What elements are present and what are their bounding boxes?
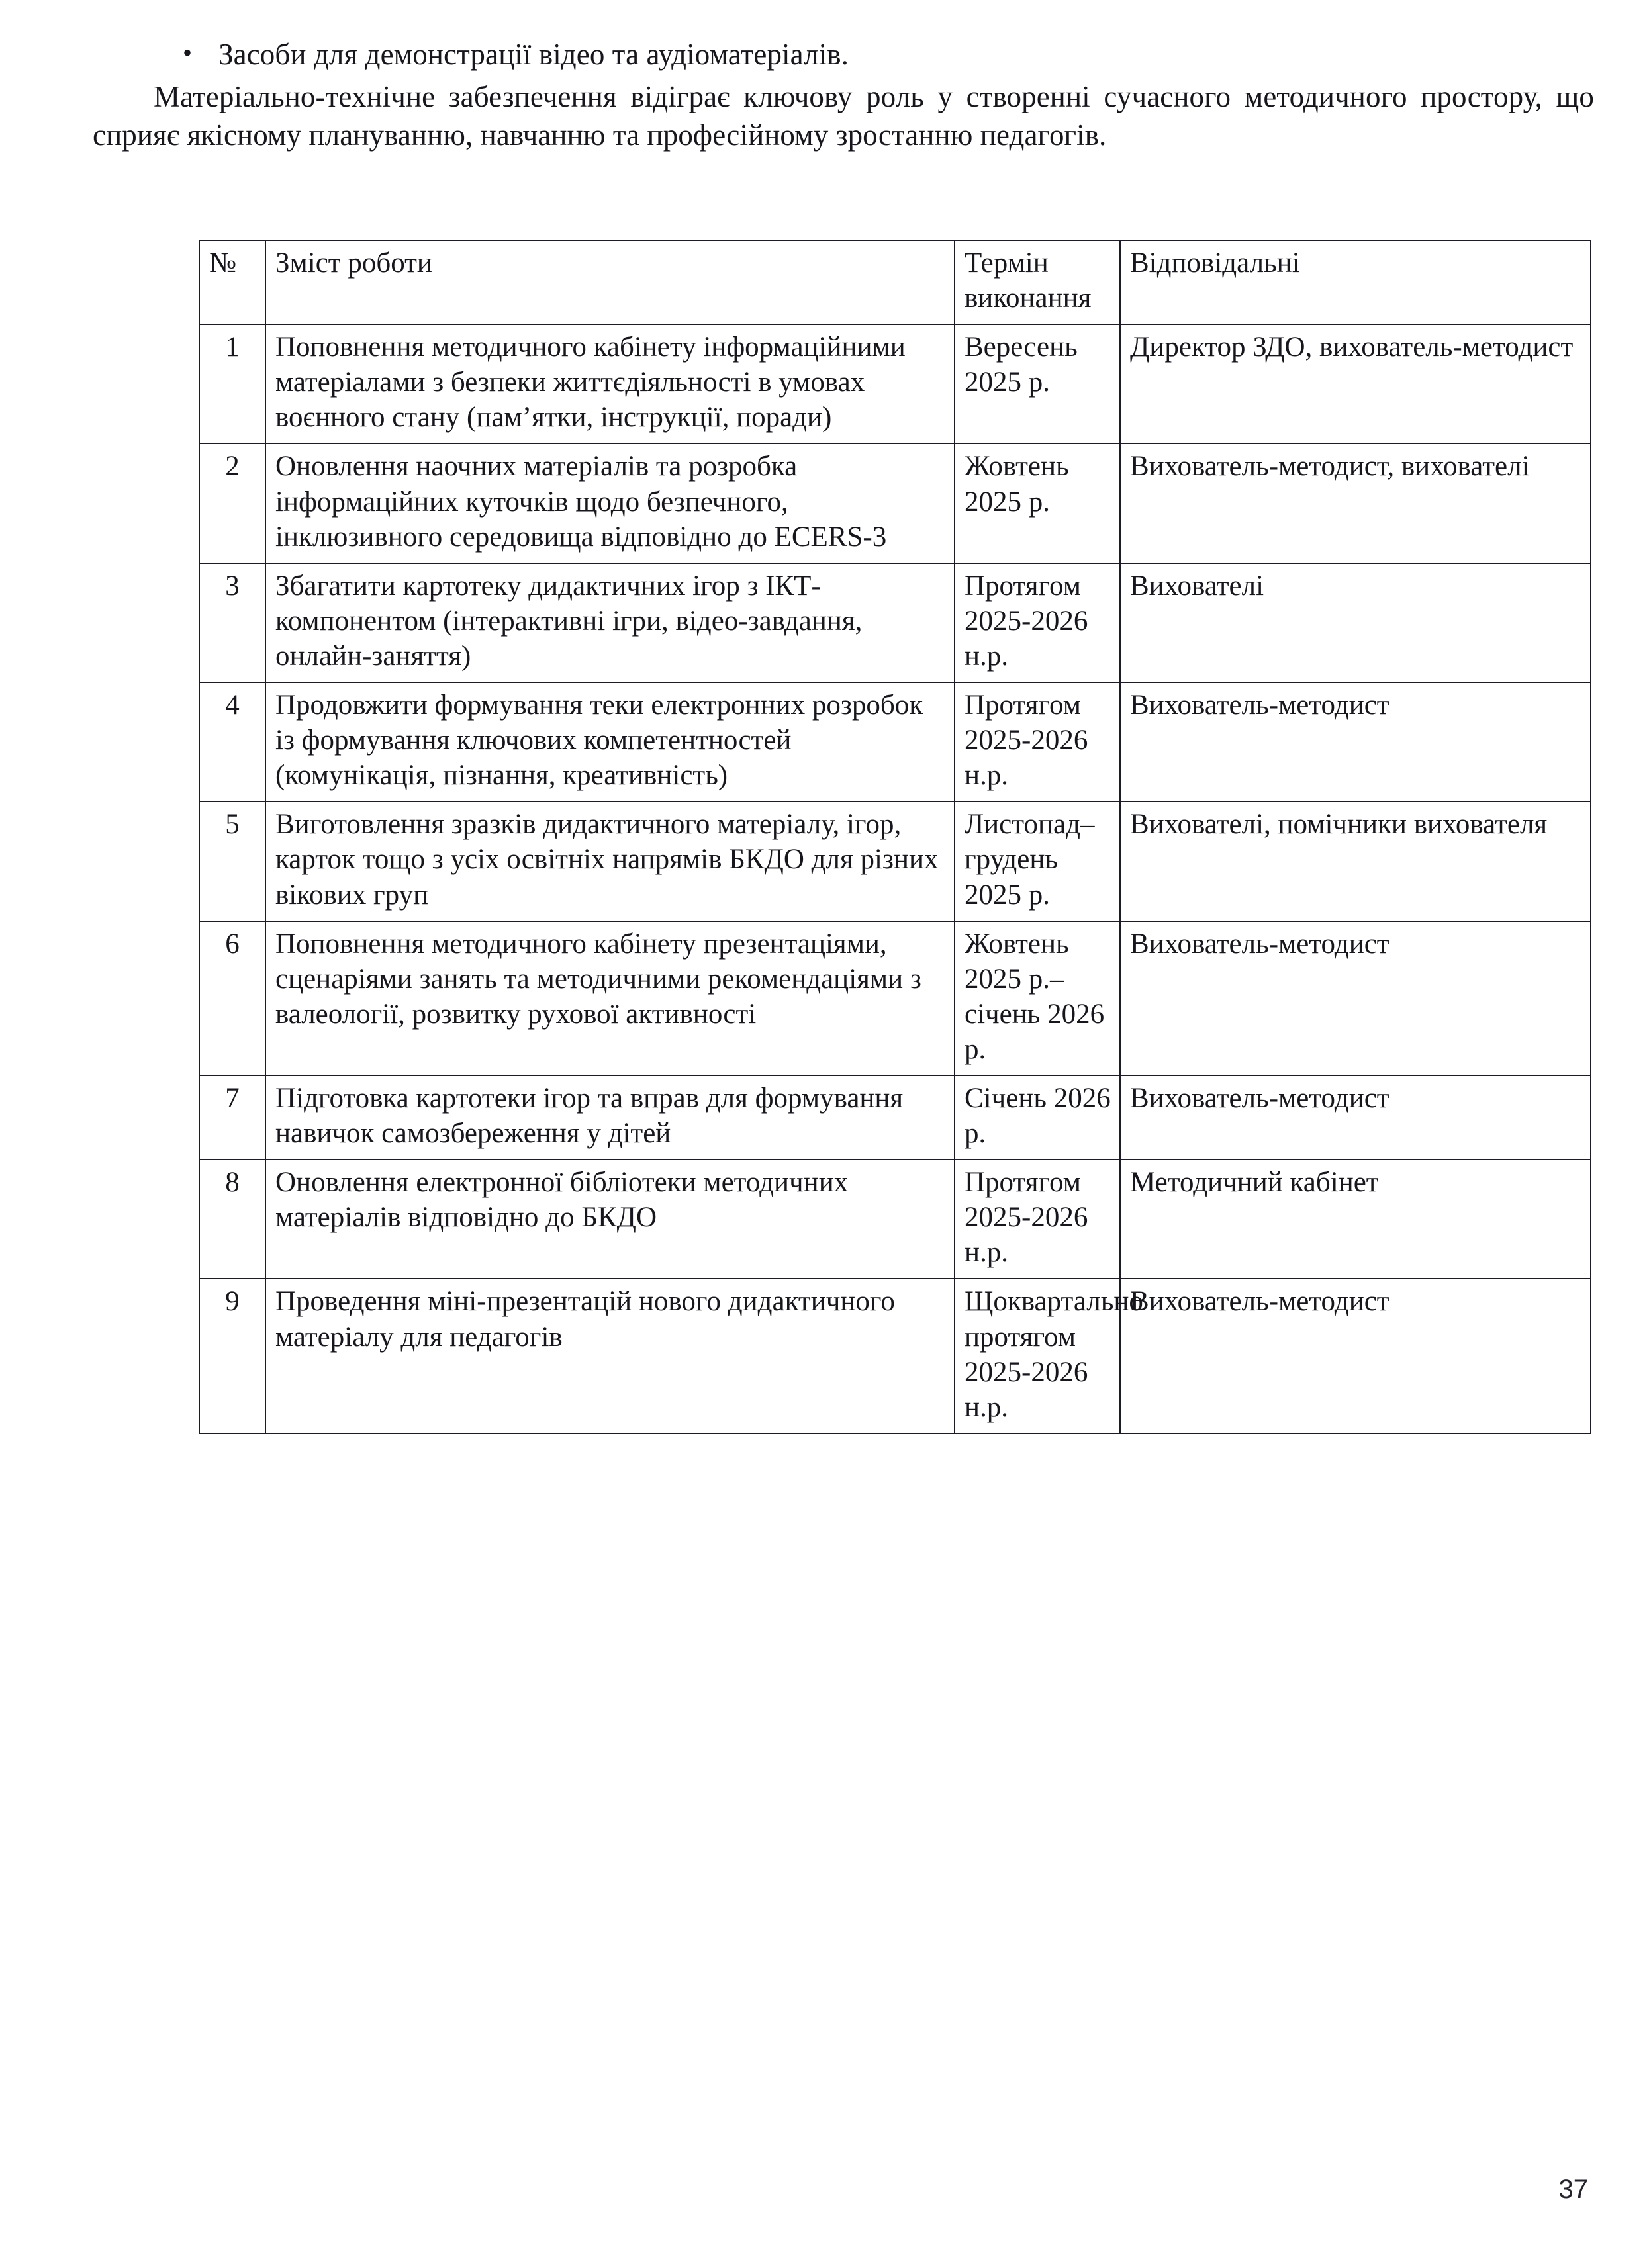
column-header-task: Зміст роботи: [265, 240, 955, 324]
table-header-row: [199, 240, 1591, 324]
column-header-number: №: [199, 240, 265, 324]
cell-number: 3: [199, 563, 265, 682]
cell-task: Підготовка картотеки ігор та вправ для формування навичок самозбереження у дітей: [265, 1075, 955, 1159]
cell-number: 9: [199, 1279, 265, 1433]
cell-number: 8: [199, 1159, 265, 1279]
bullet-list-item: [177, 38, 1594, 71]
cell-responsible: Вихователь-методист: [1120, 1075, 1591, 1159]
cell-responsible: Директор ЗДО, вихователь-методист: [1120, 324, 1591, 443]
table-row: [199, 921, 1591, 1075]
cell-responsible: Вихователі, помічники вихователя: [1120, 801, 1591, 921]
cell-term: Вересень 2025 р.: [955, 324, 1120, 443]
page-number: 37: [1558, 2175, 1588, 2204]
column-header-responsible: Відповідальні: [1120, 240, 1591, 324]
cell-term: Протягом 2025-2026 н.р.: [955, 1159, 1120, 1279]
cell-task: Збагатити картотеку дидактичних ігор з ІКТ-компонентом (інтерактивні ігри, відео-завдання, онлайн-заняття): [265, 563, 955, 682]
bullet-point-icon: •: [183, 38, 193, 68]
plan-table-body: [199, 324, 1591, 1433]
cell-task: Проведення міні-презентацій нового дидактичного матеріалу для педагогів: [265, 1279, 955, 1433]
cell-term: Щоквартально протягом 2025-2026 н.р.: [955, 1279, 1120, 1433]
plan-table-wrapper: [199, 240, 1590, 1434]
cell-number: 2: [199, 443, 265, 563]
table-row: [199, 1159, 1591, 1279]
cell-responsible: Вихователь-методист: [1120, 921, 1591, 1075]
cell-responsible: Методичний кабінет: [1120, 1159, 1591, 1279]
cell-task: Поповнення методичного кабінету презентаціями, сценаріями занять та методичними рекомендаціями з валеології, розвитку рухової активності: [265, 921, 955, 1075]
cell-number: 7: [199, 1075, 265, 1159]
column-header-term: Термін виконання: [955, 240, 1120, 324]
cell-term: Листопад–грудень 2025 р.: [955, 801, 1120, 921]
cell-term: Жовтень 2025 р.–січень 2026 р.: [955, 921, 1120, 1075]
cell-number: 4: [199, 682, 265, 801]
cell-task: Продовжити формування теки електронних розробок із формування ключових компетентностей (комунікація, пізнання, креативність): [265, 682, 955, 801]
table-row: [199, 801, 1591, 921]
cell-task: Оновлення наочних матеріалів та розробка інформаційних куточків щодо безпечного, інклюзивного середовища відповідно до ECERS-3: [265, 443, 955, 563]
cell-responsible: Вихователь-методист: [1120, 682, 1591, 801]
table-row: [199, 324, 1591, 443]
cell-number: 1: [199, 324, 265, 443]
cell-task: Оновлення електронної бібліотеки методичних матеріалів відповідно до БКДО: [265, 1159, 955, 1279]
cell-number: 5: [199, 801, 265, 921]
cell-task: Поповнення методичного кабінету інформаційними матеріалами з безпеки життєдіяльності в умовах воєнного стану (пам’ятки, інструкції, поради): [265, 324, 955, 443]
intro-block: [93, 38, 1594, 155]
table-row: [199, 443, 1591, 563]
cell-responsible: Вихователь-методист: [1120, 1279, 1591, 1433]
bullet-item-text: Засоби для демонстрації відео та аудіоматеріалів.: [218, 38, 849, 71]
cell-term: Жовтень 2025 р.: [955, 443, 1120, 563]
cell-responsible: Вихователі: [1120, 563, 1591, 682]
table-row: [199, 1279, 1591, 1433]
cell-number: 6: [199, 921, 265, 1075]
plan-table: [199, 240, 1591, 1434]
cell-task: Виготовлення зразків дидактичного матеріалу, ігор, карток тощо з усіх освітніх напрямів БКДО для різних вікових груп: [265, 801, 955, 921]
table-row: [199, 1075, 1591, 1159]
cell-term: Протягом 2025-2026 н.р.: [955, 563, 1120, 682]
cell-term: Протягом 2025-2026 н.р.: [955, 682, 1120, 801]
intro-paragraph: Матеріально-технічне забезпечення відіграє ключову роль у створенні сучасного методичного простору, що сприяє якісному плануванню, навчанню та професійному зростанню педагогів.: [93, 79, 1594, 152]
cell-responsible: Вихователь-методист, вихователі: [1120, 443, 1591, 563]
table-row: [199, 682, 1591, 801]
cell-term: Січень 2026 р.: [955, 1075, 1120, 1159]
table-row: [199, 563, 1591, 682]
